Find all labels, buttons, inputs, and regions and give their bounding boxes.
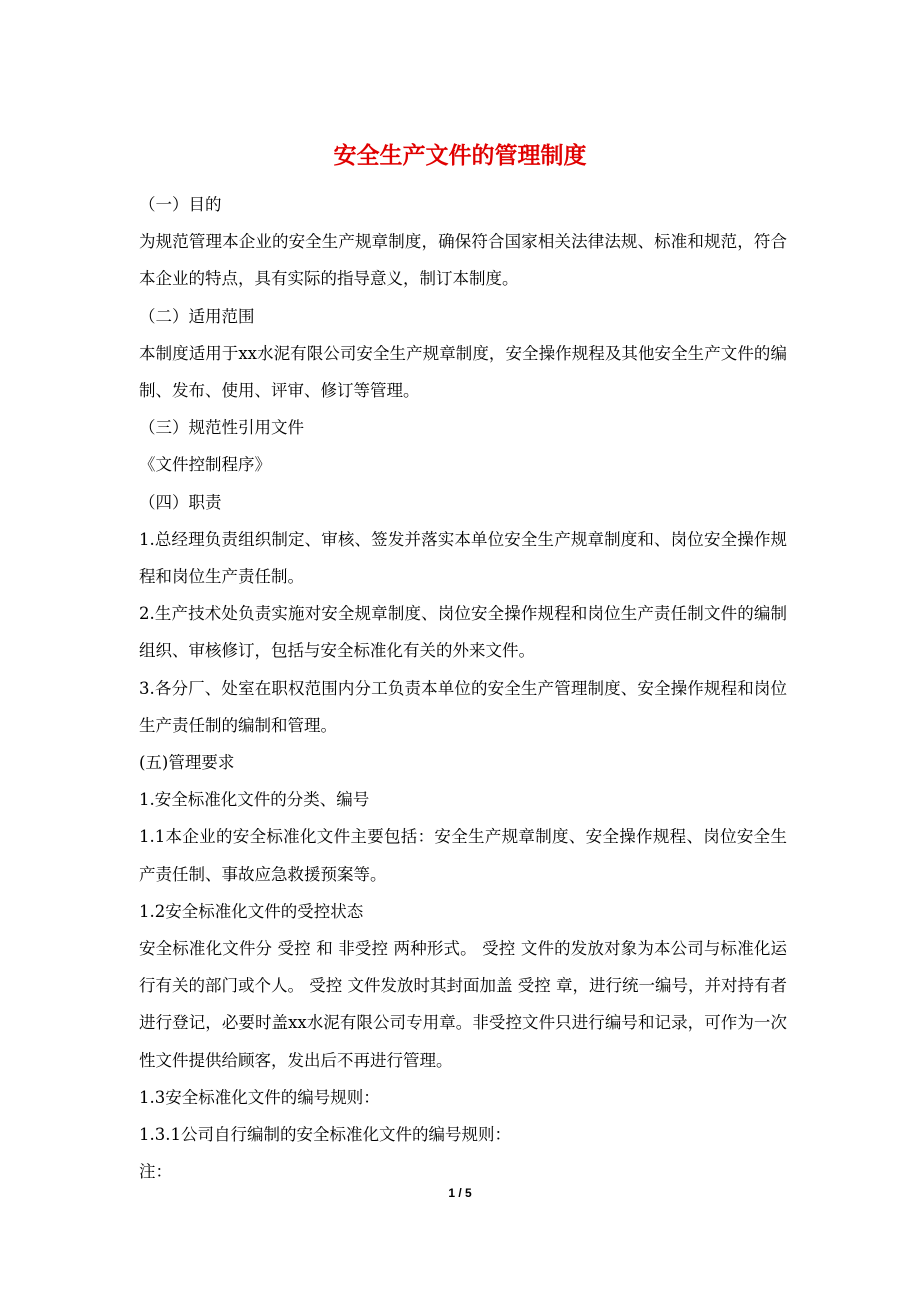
paragraph: 1.3安全标准化文件的编号规则：	[139, 1087, 380, 1107]
paragraph: 本制度适用于xx水泥有限公司安全生产规章制度，安全操作规程及其他安全生产文件的编制、发布、使用、评审、修订等管理。	[139, 343, 787, 401]
paragraph: （四）职责	[139, 492, 222, 512]
paragraph: 为规范管理本企业的安全生产规章制度，确保符合国家相关法律法规、标准和规范，符合本企业的特点，具有实际的指导意义，制订本制度。	[139, 232, 787, 289]
paragraph: 《文件控制程序》	[139, 455, 271, 475]
paragraph: 1.安全标准化文件的分类、编号	[139, 790, 370, 810]
document-title: 安全生产文件的管理制度	[333, 142, 587, 169]
paragraph: （二）适用范围	[139, 306, 255, 326]
paragraph: (五)管理要求	[139, 753, 235, 773]
paragraph: 1.总经理负责组织制定、审核、签发并落实本单位安全生产规章制度和、岗位安全操作规程和岗位生产责任制。	[139, 529, 787, 587]
paragraph: （一）目的	[139, 195, 222, 214]
paragraph: 1.3.1公司自行编制的安全标准化文件的编号规则：	[139, 1125, 511, 1145]
page-number: 1 / 5	[448, 1186, 472, 1200]
paragraph: 注：	[139, 1162, 172, 1182]
paragraph: 1.2安全标准化文件的受控状态	[139, 901, 364, 921]
paragraph: 安全标准化文件分 受控 和 非受控 两种形式。 受控 文件的发放对象为本公司与标准化运行有关的部门或个人。 受控 文件发放时其封面加盖 受控 章，进行统一编号，并对持有者进行登记，必要时盖xx水泥有限公司专用章。非受控文件只进行编号和记录，可作为一次性文件提供给顾客，发出后不再进行管理。	[139, 939, 787, 1070]
paragraph: 1.1本企业的安全标准化文件主要包括：安全生产规章制度、安全操作规程、岗位安全生产责任制、事故应急救援预案等。	[139, 827, 787, 884]
paragraph: 3.各分厂、处室在职权范围内分工负责本单位的安全生产管理制度、安全操作规程和岗位生产责任制的编制和管理。	[139, 678, 787, 735]
document-body	[139, 186, 787, 1190]
paragraph: 2.生产技术处负责实施对安全规章制度、岗位安全操作规程和岗位生产责任制文件的编制组织、审核修订，包括与安全标准化有关的外来文件。	[139, 604, 787, 661]
paragraph: （三）规范性引用文件	[139, 418, 304, 438]
